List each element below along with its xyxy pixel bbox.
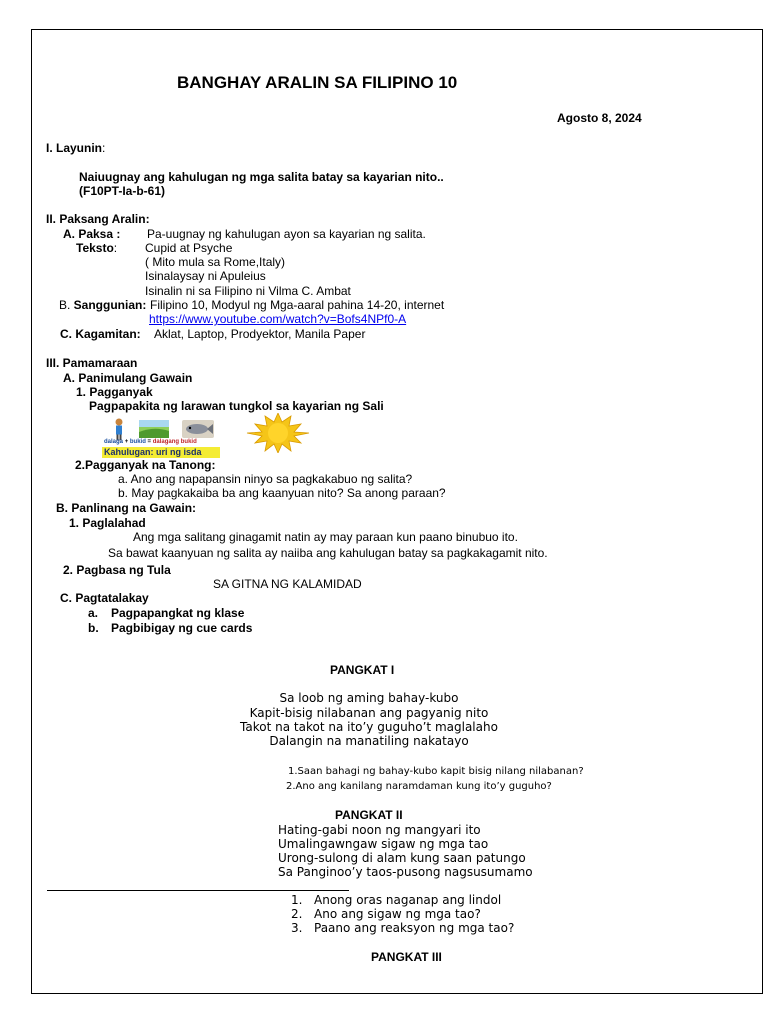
teksto-line: Cupid at Psyche [145,241,233,255]
pangkat1-stanza-line: Takot na takot na ito’y guguho’t maglalaho [240,720,498,734]
pangkat3-heading: PANGKAT III [371,950,442,964]
pangkat2-stanza-line: Hating-gabi noon ng mangyari ito [278,823,481,837]
layunin-heading [46,141,105,155]
pangkat2-question: Ano ang sigaw ng mga tao? [314,907,481,921]
teksto-line: Isinalin ni sa Filipino ni Vilma C. Ambat [145,284,351,298]
lesson-date: Agosto 8, 2024 [557,111,642,125]
pagtatalakay-item: Pagpapangkat ng klase [111,606,245,620]
equation-plus: + [124,439,129,445]
equation-equals: = [147,439,152,445]
page-title: BANGHAY ARALIN SA FILIPINO 10 [177,73,458,92]
teksto-label: Teksto [76,241,114,255]
paksang-aralin-heading: II. Paksang Aralin: [46,212,150,226]
pangkat2-stanza-line: Urong-sulong di alam kung saan patungo [278,851,526,865]
pagtatalakay-marker: b. [88,621,99,635]
footnote-divider [47,890,349,891]
pangkat2-heading: PANGKAT II [335,808,403,822]
pangkat2-stanza-line: Sa Panginoo’y taos-pusong nagsusumamo [278,865,533,879]
compound-equation [104,438,197,446]
field-icon [139,420,169,438]
kagamitan-label: C. Kagamitan: [60,327,141,341]
paglalahad-line: Sa bawat kaanyuan ng salita ay naiiba ang kahulugan batay sa pagkakagamit nito. [108,546,548,560]
panlinang-heading: B. Panlinang na Gawain: [56,501,197,515]
paglalahad-line: Ang mga salitang ginagamit natin ay may paraan kun paano binubuo ito. [133,530,518,544]
paksa-label: A. Paksa : [63,227,121,241]
teksto-line: Isinalaysay ni Apuleius [145,269,266,283]
pagganyak-label: 1. Pagganyak [76,385,153,399]
compound-word-illustration [102,416,220,458]
tula-title: SA GITNA NG KALAMIDAD [213,577,362,591]
image-meaning: Kahulugan: uri ng isda [104,447,202,457]
teksto-label-group [76,241,117,255]
teksto-line: ( Mito mula sa Rome,Italy) [145,255,286,269]
objective-text: Naiuugnay ang kahulugan ng mga salita batay sa kayarian nito.. [79,170,444,184]
layunin-label: I. Layunin [46,141,103,155]
equation-word-2: bukid [129,439,146,445]
tanong-item: b. May pagkakaiba ba ang kaanyuan nito? Sa anong paraan? [118,486,446,500]
pangkat2-question-marker: 2. [291,907,303,921]
sun-illustration [243,413,313,453]
sanggunian-prefix: B. [59,298,74,312]
paksa-value: Pa-uugnay ng kahulugan ayon sa kayarian ng salita. [147,227,426,241]
pangkat2-question-marker: 3. [291,921,303,935]
pangkat1-stanza-line: Dalangin na manatiling nakatayo [269,734,469,748]
pagtatalakay-label: C. Pagtatalakay [60,591,149,605]
fish-icon [182,420,214,438]
equation-word-1: dalaga [104,439,124,445]
pagganyak-desc: Pagpapakita ng larawan tungkol sa kayarian ng Sali [89,399,384,413]
layunin-colon: : [102,141,106,155]
teksto-colon: : [113,241,118,255]
pangkat1-stanza-line: Sa loob ng aming bahay-kubo [279,691,459,705]
pangkat1-question: 1.Saan bahagi ng bahay-kubo kapit bisig nilang nilabanan? [288,766,584,777]
paglalahad-label: 1. Paglalahad [69,516,146,530]
equation-result: dalagang bukid [152,439,197,445]
pangkat1-question: 2.Ano ang kanilang naramdaman kung ito’y guguho? [286,781,552,792]
sanggunian-label: Sanggunian: [73,298,147,312]
sanggunian-value: Filipino 10, Modyul ng Mga-aaral pahina 14-20, internet [150,298,445,312]
pangkat1-stanza-line: Kapit-bisig nilabanan ang pagyanig nito [249,706,489,720]
sanggunian-link[interactable]: https://www.youtube.com/watch?v=Bofs4NPf0-A [149,312,407,326]
pangkat2-question: Paano ang reaksyon ng mga tao? [314,921,515,935]
pagbasa-label: 2. Pagbasa ng Tula [63,563,171,577]
sanggunian-label-group [59,298,146,312]
pangkat2-question-marker: 1. [291,893,303,907]
pangkat1-heading: PANGKAT I [330,663,395,677]
kagamitan-value: Aklat, Laptop, Prodyektor, Manila Paper [154,327,366,341]
pagtatalakay-item: Pagbibigay ng cue cards [111,621,253,635]
pamamaraan-heading: III. Pamamaraan [46,356,138,370]
tanong-item: a. Ano ang napapansin ninyo sa pagkakabuo ng salita? [118,472,413,486]
objective-code: (F10PT-Ia-b-61) [79,184,166,198]
pangkat2-stanza-line: Umalingawngaw sigaw ng mga tao [278,837,489,851]
pagtatalakay-marker: a. [88,606,99,620]
sun-icon [243,413,313,453]
panimulang-gawain: A. Panimulang Gawain [63,371,193,385]
tanong-heading: 2.Pagganyak na Tanong: [75,458,216,472]
pangkat2-question: Anong oras naganap ang lindol [314,893,502,907]
